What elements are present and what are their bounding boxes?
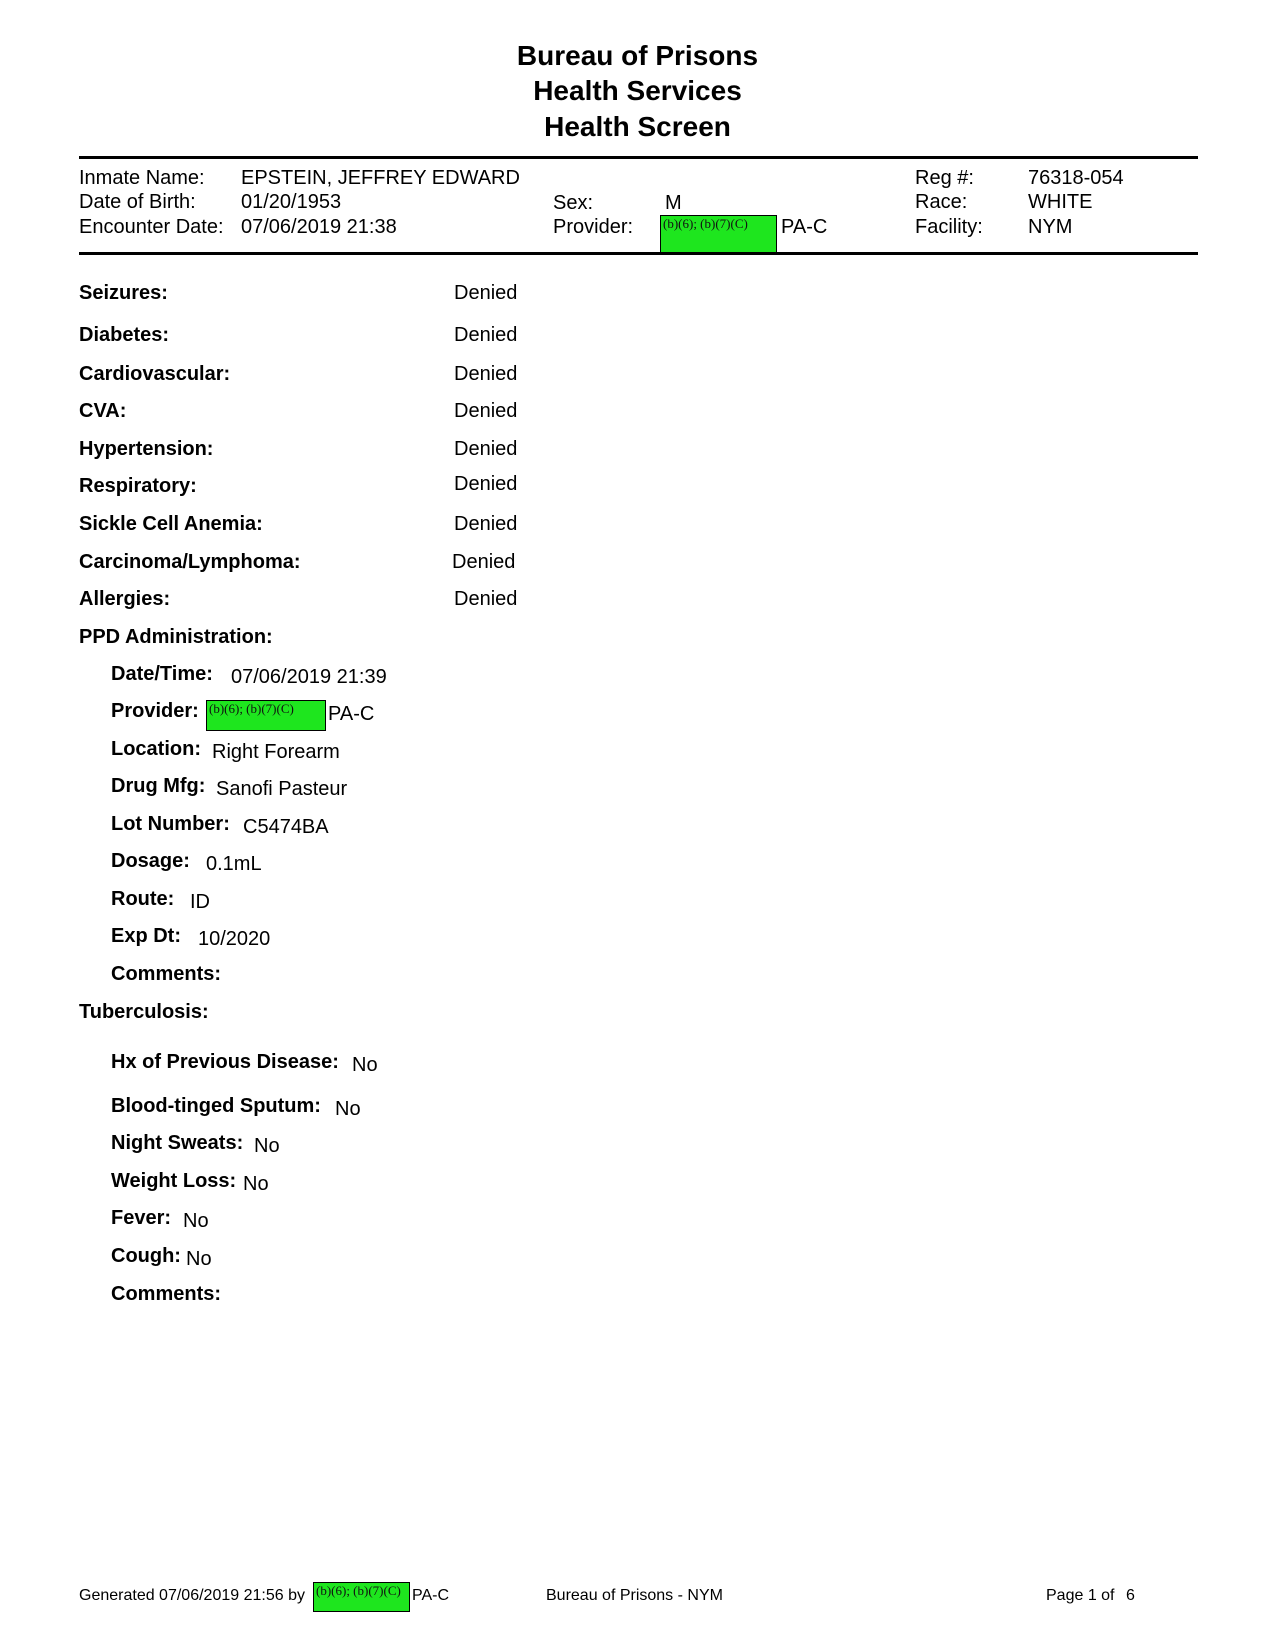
ppd-lot-value: C5474BA (243, 816, 329, 838)
tb-comments-label: Comments: (111, 1283, 222, 1305)
condition-value: Denied (454, 282, 518, 304)
ppd-datetime-label: Date/Time: (111, 663, 213, 685)
tb-hx-label: Hx of Previous Disease: (111, 1051, 339, 1073)
document-title-line2: Health Services (533, 75, 742, 106)
tb-heading: Tuberculosis: (79, 1001, 209, 1023)
encounter-date-value: 07/06/2019 21:38 (241, 216, 397, 238)
ppd-drug-value: Sanofi Pasteur (216, 778, 348, 800)
tb-hx-value: No (352, 1054, 378, 1076)
ppd-location-value: Right Forearm (212, 741, 340, 763)
dob-value: 01/20/1953 (241, 191, 342, 213)
tb-fever-value: No (183, 1210, 209, 1232)
condition-value: Denied (454, 400, 518, 422)
document-title-line3: Health Screen (544, 111, 731, 142)
condition-value: Denied (454, 588, 518, 610)
race-label: Race: (915, 191, 968, 213)
facility-value: NYM (1028, 216, 1073, 238)
reg-label: Reg #: (915, 167, 974, 189)
ppd-lot-label: Lot Number: (111, 813, 230, 835)
reg-value: 76318-054 (1028, 167, 1124, 189)
tb-sweats-label: Night Sweats: (111, 1132, 244, 1154)
ppd-provider-suffix: PA-C (328, 703, 375, 725)
sex-value: M (665, 192, 682, 214)
condition-value: Denied (452, 551, 516, 573)
tb-fever-label: Fever: (111, 1207, 172, 1229)
footer-page-label: Page 1 of (1046, 1587, 1115, 1604)
tb-sputum-value: No (335, 1098, 361, 1120)
provider-suffix: PA-C (781, 216, 828, 238)
condition-label: Sickle Cell Anemia: (79, 513, 263, 535)
footer-page-total: 6 (1126, 1587, 1135, 1604)
inmate-name-value: EPSTEIN, JEFFREY EDWARD (241, 167, 520, 189)
tb-cough-label: Cough: (111, 1245, 181, 1267)
race-value: WHITE (1028, 191, 1093, 213)
condition-label: Respiratory: (79, 475, 197, 497)
ppd-exp-label: Exp Dt: (111, 925, 181, 947)
ppd-comments-label: Comments: (111, 963, 222, 985)
header-bottom-rule (79, 252, 1198, 255)
condition-label: Hypertension: (79, 438, 214, 460)
ppd-provider-label: Provider: (111, 700, 199, 722)
ppd-dosage-value: 0.1mL (206, 853, 262, 875)
condition-value: Denied (454, 363, 518, 385)
condition-label: Diabetes: (79, 324, 170, 346)
footer-center: Bureau of Prisons - NYM (546, 1587, 723, 1604)
ppd-location-label: Location: (111, 738, 201, 760)
condition-label: Allergies: (79, 588, 171, 610)
ppd-drug-label: Drug Mfg: (111, 775, 206, 797)
footer-redaction-box: (b)(6); (b)(7)(C) (313, 1582, 410, 1612)
ppd-route-value: ID (190, 891, 210, 913)
provider-label: Provider: (553, 216, 634, 238)
condition-value: Denied (454, 324, 518, 346)
ppd-route-label: Route: (111, 888, 175, 910)
condition-value: Denied (454, 473, 518, 495)
document-title-line1: Bureau of Prisons (516, 40, 759, 71)
footer-suffix: PA-C (412, 1587, 450, 1604)
header-top-rule (79, 156, 1198, 159)
tb-sputum-label: Blood-tinged Sputum: (111, 1095, 321, 1117)
condition-value: Denied (454, 513, 518, 535)
ppd-provider-redaction-box: (b)(6); (b)(7)(C) (206, 700, 326, 731)
condition-label: Carcinoma/Lymphoma: (79, 551, 301, 573)
condition-value: Denied (454, 438, 518, 460)
tb-cough-value: No (186, 1248, 212, 1270)
sex-label: Sex: (553, 192, 594, 214)
condition-label: Seizures: (79, 282, 168, 304)
tb-weight-label: Weight Loss: (111, 1170, 237, 1192)
dob-label: Date of Birth: (79, 191, 196, 213)
tb-sweats-value: No (254, 1135, 280, 1157)
condition-label: CVA: (79, 400, 127, 422)
encounter-date-label: Encounter Date: (79, 216, 224, 238)
ppd-exp-value: 10/2020 (198, 928, 271, 950)
ppd-dosage-label: Dosage: (111, 850, 190, 872)
provider-redaction-box: (b)(6); (b)(7)(C) (660, 215, 777, 253)
ppd-heading: PPD Administration: (79, 626, 273, 648)
tb-weight-value: No (243, 1173, 269, 1195)
inmate-name-label: Inmate Name: (79, 167, 205, 189)
ppd-datetime-value: 07/06/2019 21:39 (231, 666, 387, 688)
footer-generated: Generated 07/06/2019 21:56 by (79, 1587, 305, 1604)
facility-label: Facility: (915, 216, 983, 238)
condition-label: Cardiovascular: (79, 363, 231, 385)
